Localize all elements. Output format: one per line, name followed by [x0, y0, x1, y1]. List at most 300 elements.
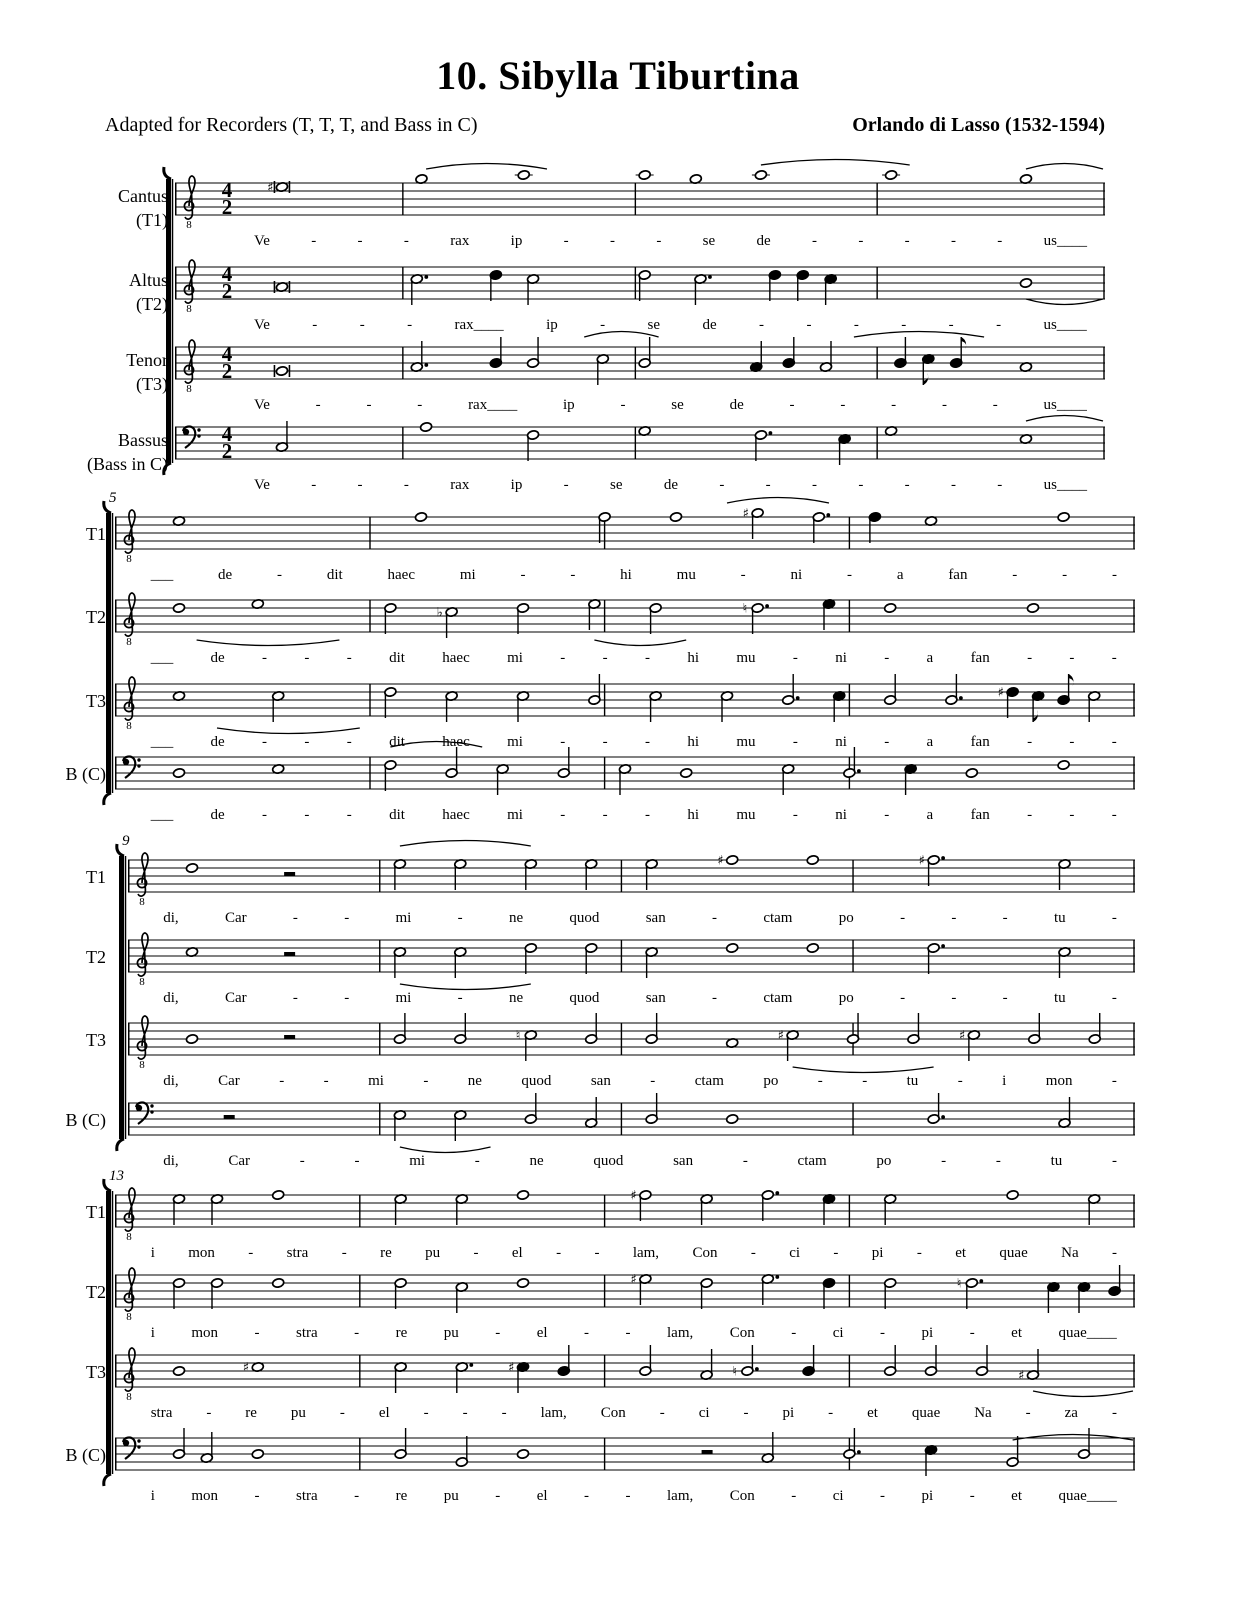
lyric-syllable: - — [262, 807, 268, 823]
note — [524, 943, 537, 974]
lyric-syllable: - — [495, 1488, 501, 1504]
lyric-syllable: - — [584, 1325, 590, 1341]
lyric-syllable: - — [1027, 807, 1033, 823]
lyric-syllable: - — [359, 317, 365, 333]
lyric-syllable: de — [663, 477, 678, 493]
note — [517, 1278, 530, 1288]
treble-clef-icon — [184, 260, 195, 315]
note — [927, 1093, 945, 1124]
lyric-syllable: i — [150, 1488, 155, 1504]
svg-text:8: 8 — [126, 1311, 132, 1323]
lyric-syllable: - — [556, 1245, 562, 1261]
note — [454, 859, 467, 890]
accidental: ♯ — [508, 1360, 515, 1376]
lyric-syllable: dit — [326, 567, 343, 583]
lyric-syllable: ip — [563, 397, 575, 413]
svg-text:2: 2 — [221, 195, 233, 219]
lyric-syllable: - — [992, 397, 998, 413]
lyric-syllable: - — [997, 233, 1003, 249]
note — [1088, 691, 1101, 722]
note — [1078, 1428, 1091, 1459]
note — [925, 1445, 938, 1476]
note — [1058, 1097, 1071, 1128]
lyric-syllable: de — [729, 397, 744, 413]
lyric-syllable: quae — [911, 1405, 941, 1421]
lyric-syllable: mi — [409, 1153, 426, 1169]
lyric-syllable: lam, — [667, 1488, 694, 1504]
lyric-syllable: - — [254, 1325, 260, 1341]
lyric-syllable: - — [600, 317, 606, 333]
note — [527, 337, 540, 368]
lyric-syllable: - — [570, 567, 576, 583]
lyric-syllable: - — [719, 477, 725, 493]
part-label: B (C) — [65, 1445, 106, 1465]
note — [437, 606, 458, 639]
lyric-syllable: - — [811, 233, 817, 249]
lyric-syllable: quod — [521, 1073, 552, 1089]
note — [806, 943, 819, 953]
lyric-syllable: re — [395, 1488, 408, 1504]
note — [445, 691, 458, 722]
note — [496, 764, 509, 795]
note — [778, 1029, 799, 1062]
note — [796, 270, 809, 301]
accidental: ♯ — [918, 853, 925, 869]
lyric-syllable: - — [996, 317, 1002, 333]
svg-text:4: 4 — [221, 178, 233, 202]
note — [1018, 1349, 1039, 1384]
treble-clef-icon — [137, 933, 148, 988]
lyric-syllable: - — [941, 397, 947, 413]
note — [517, 603, 530, 634]
svg-text:8: 8 — [126, 553, 132, 565]
lyric-syllable: - — [292, 910, 298, 926]
lyric-syllable: ne — [467, 1073, 482, 1089]
lyric-syllable: - — [1111, 1153, 1117, 1169]
note — [1006, 1190, 1019, 1200]
lyric-syllable: - — [904, 477, 910, 493]
accidental: ♯ — [997, 685, 1004, 701]
lyric-syllable: - — [791, 1488, 797, 1504]
lyric-syllable: - — [712, 990, 718, 1006]
lyric-syllable: - — [495, 1325, 501, 1341]
lyric-syllable: - — [759, 317, 765, 333]
svg-text:8: 8 — [139, 1059, 145, 1071]
svg-text:4: 4 — [221, 262, 233, 286]
lyric-syllable: - — [951, 910, 957, 926]
note — [630, 1189, 651, 1222]
lyric-syllable: quae____ — [1058, 1488, 1117, 1504]
svg-text:4: 4 — [221, 422, 233, 446]
lyric-syllable: el — [536, 1488, 548, 1504]
note — [393, 1013, 406, 1044]
lyric-syllable: pu — [443, 1325, 459, 1341]
accidental: ♯ — [958, 1028, 966, 1044]
part-label: T1 — [86, 867, 106, 887]
lyric-syllable: - — [610, 233, 615, 249]
lyric-syllable: - — [277, 567, 283, 583]
lyric-syllable: - — [602, 734, 608, 750]
lyric-syllable: - — [806, 317, 812, 333]
rest — [284, 872, 295, 876]
lyric-syllable: - — [620, 397, 626, 413]
lyric-syllable: ___ — [150, 734, 174, 750]
note — [768, 270, 781, 301]
part-label: B (C) — [65, 764, 106, 784]
note — [393, 1110, 406, 1141]
note — [919, 854, 945, 887]
note — [884, 603, 897, 613]
note — [750, 341, 763, 372]
accidental: ♮ — [742, 601, 748, 617]
accidental: ♮ — [956, 1276, 962, 1292]
lyric-syllable: re — [395, 1325, 408, 1341]
note — [274, 365, 289, 377]
lyric-syllable: de — [210, 734, 225, 750]
note — [173, 1428, 186, 1459]
lyric-syllable: mu — [736, 807, 756, 823]
note — [721, 691, 734, 722]
treble-clef-icon — [124, 1188, 135, 1243]
lyric-syllable: - — [792, 807, 798, 823]
lyric-syllable: se — [610, 477, 623, 493]
lyric-syllable: pu — [425, 1245, 441, 1261]
accidental: ♯ — [630, 1188, 637, 1204]
lyric-syllable: - — [344, 910, 350, 926]
note — [517, 691, 530, 722]
lyric-syllable: fan — [970, 734, 990, 750]
note — [1058, 859, 1071, 890]
lyric-syllable: - — [1012, 567, 1018, 583]
lyric-syllable: hi — [687, 650, 699, 666]
note — [904, 764, 917, 795]
lyric-syllable: us____ — [1043, 397, 1087, 413]
lyric-syllable: - — [884, 807, 890, 823]
note — [272, 691, 285, 722]
note — [782, 337, 795, 368]
part-label: Altus (T2) — [128, 270, 168, 314]
note — [806, 855, 819, 865]
lyric-syllable: stra — [150, 1405, 173, 1421]
note — [645, 947, 658, 978]
svg-text:4: 4 — [221, 342, 233, 366]
lyric-syllable: dit — [389, 734, 405, 750]
treble-clef-icon — [124, 1268, 135, 1323]
lyric-syllable: - — [457, 990, 463, 1006]
lyric-syllable: - — [1111, 567, 1117, 583]
lyric-syllable: - — [339, 1405, 345, 1421]
lyric-syllable: - — [254, 1488, 260, 1504]
treble-clef-icon — [137, 1016, 148, 1071]
lyric-syllable: ctam — [694, 1073, 724, 1089]
note — [186, 863, 199, 873]
note — [455, 1282, 468, 1313]
lyric-syllable: ne — [508, 910, 524, 926]
lyric-syllable: - — [950, 233, 956, 249]
lyric-syllable: de — [210, 807, 225, 823]
lyric-syllable: - — [644, 650, 650, 666]
lyric-syllable: Con — [729, 1325, 755, 1341]
slur — [584, 332, 658, 338]
lyric-syllable: Car — [224, 990, 247, 1006]
note — [557, 1345, 570, 1376]
slur — [1026, 299, 1103, 305]
lyric-syllable: re — [245, 1405, 257, 1421]
note — [717, 854, 738, 869]
lyric-syllable: - — [948, 317, 954, 333]
lyric-syllable: - — [341, 1245, 347, 1261]
rest — [284, 952, 295, 956]
svg-text:8: 8 — [186, 303, 192, 315]
svg-text:8: 8 — [139, 896, 145, 908]
lyric-syllable: se — [671, 397, 684, 413]
note — [638, 270, 651, 301]
lyric-syllable: lam, — [632, 1245, 660, 1261]
note — [1078, 1282, 1091, 1313]
time-signature — [222, 262, 233, 303]
note — [1028, 1013, 1041, 1044]
note — [639, 1345, 652, 1376]
note — [743, 602, 769, 635]
lyric-syllable: quae____ — [1058, 1325, 1117, 1341]
lyric-syllable: - — [742, 1153, 748, 1169]
note — [394, 1362, 407, 1393]
lyric-syllable: mu — [736, 734, 756, 750]
lyric-syllable: tu — [1050, 1153, 1063, 1169]
note — [410, 274, 428, 305]
part-label: T1 — [86, 1202, 106, 1222]
svg-text:2: 2 — [221, 439, 233, 463]
lyric-syllable: - — [1027, 734, 1033, 750]
lyric-syllable: ___ — [150, 807, 174, 823]
note — [173, 1366, 186, 1376]
lyric-syllable: mi — [395, 910, 412, 926]
lyric-syllable: - — [858, 477, 864, 493]
lyric-syllable: - — [862, 1073, 868, 1089]
note — [838, 434, 851, 465]
slur — [1026, 164, 1103, 170]
note — [173, 1194, 186, 1225]
note — [384, 603, 397, 634]
note — [884, 674, 897, 705]
svg-text:2: 2 — [221, 279, 233, 303]
lyric-syllable: - — [304, 734, 310, 750]
note — [649, 603, 662, 634]
lyric-syllable: mi — [459, 567, 476, 583]
lyric-syllable: - — [354, 1325, 360, 1341]
lyric-syllable: - — [262, 734, 268, 750]
lyric-syllable: quod — [569, 990, 600, 1006]
lyric-syllable: - — [602, 650, 608, 666]
part-label: Bassus (Bass in C) — [87, 430, 168, 474]
slur — [400, 1147, 491, 1153]
lyrics-row — [151, 1488, 1117, 1508]
lyric-syllable: - — [880, 1488, 886, 1504]
lyric-syllable: ne — [529, 1153, 544, 1169]
bass-clef-icon — [136, 1103, 154, 1124]
note — [420, 422, 433, 432]
lyric-syllable: - — [644, 734, 650, 750]
lyric-syllable: - — [792, 650, 798, 666]
slur — [426, 164, 547, 170]
lyric-syllable: a — [926, 734, 934, 750]
note — [489, 337, 502, 368]
lyric-syllable: de — [756, 233, 771, 249]
lyric-syllable: Na — [1061, 1245, 1079, 1261]
lyric-syllable: haec — [387, 567, 415, 583]
part-label: T2 — [86, 1282, 106, 1302]
lyric-syllable: - — [312, 317, 318, 333]
lyric-syllable: - — [474, 1153, 480, 1169]
rest — [284, 1035, 295, 1039]
lyric-syllable: pu — [290, 1405, 306, 1421]
note — [557, 747, 570, 778]
lyric-syllable: re — [380, 1245, 392, 1261]
note — [489, 270, 502, 301]
lyric-syllable: mon — [1045, 1073, 1073, 1089]
lyric-syllable: - — [304, 650, 310, 666]
note — [619, 764, 632, 795]
slur — [727, 498, 829, 504]
note — [630, 1273, 651, 1306]
note — [585, 943, 598, 974]
lyric-syllable: haec — [442, 807, 470, 823]
svg-text:8: 8 — [126, 720, 132, 732]
lyric-syllable: i — [1002, 1073, 1007, 1089]
note — [812, 512, 830, 543]
lyric-syllable: san — [645, 990, 666, 1006]
lyric-syllable: quod — [569, 910, 600, 926]
lyric-syllable: a — [926, 650, 934, 666]
note — [1047, 1282, 1060, 1313]
lyric-syllable: - — [311, 233, 317, 249]
lyric-syllable: - — [995, 1153, 1001, 1169]
lyric-syllable: - — [1111, 1405, 1117, 1421]
lyric-syllable: - — [417, 397, 423, 413]
lyric-syllable: lam, — [667, 1325, 694, 1341]
treble-clef-icon — [124, 510, 135, 565]
accidental: ♯ — [742, 506, 749, 522]
lyric-syllable: - — [743, 1405, 749, 1421]
lyric-syllable: - — [1025, 1405, 1031, 1421]
note — [833, 691, 846, 722]
lyric-syllable: haec — [442, 650, 470, 666]
lyric-syllable: us____ — [1043, 477, 1087, 493]
note — [638, 337, 651, 368]
note — [950, 337, 966, 368]
note — [884, 1345, 897, 1376]
lyric-syllable: - — [740, 567, 746, 583]
lyric-syllable: el — [378, 1405, 390, 1421]
treble-clef-icon — [124, 593, 135, 648]
lyric-syllable: mu — [676, 567, 696, 583]
note — [1032, 691, 1045, 722]
note — [802, 1345, 815, 1376]
lyric-syllable: mi — [368, 1073, 384, 1089]
lyric-syllable: stra — [295, 1325, 318, 1341]
note — [393, 947, 406, 978]
note — [1108, 1265, 1121, 1296]
note — [186, 1034, 199, 1044]
lyric-syllable: po — [876, 1153, 892, 1169]
note — [272, 1278, 285, 1288]
note — [700, 1349, 713, 1380]
lyric-syllable: et — [1011, 1325, 1022, 1341]
lyric-syllable: - — [792, 734, 798, 750]
time-signature — [222, 342, 233, 383]
lyric-syllable: di, — [163, 1153, 179, 1169]
note — [726, 1114, 739, 1124]
lyric-syllable: - — [900, 990, 906, 1006]
note — [527, 274, 540, 305]
lyric-syllable: ctam — [763, 910, 793, 926]
note — [882, 170, 900, 180]
note — [843, 1428, 861, 1459]
note — [394, 1194, 407, 1225]
note — [454, 1013, 467, 1044]
note — [1057, 760, 1070, 770]
lyric-syllable: ip — [510, 233, 523, 249]
lyric-syllable: di, — [163, 990, 179, 1006]
slur — [761, 160, 910, 166]
slur — [1013, 1435, 1133, 1441]
note — [743, 507, 764, 540]
lyric-syllable: - — [457, 910, 463, 926]
lyric-syllable: - — [644, 807, 650, 823]
accidental: ♭ — [436, 605, 443, 621]
note — [410, 341, 428, 372]
lyric-syllable: i — [150, 1245, 155, 1261]
lyric-syllable: - — [853, 317, 859, 333]
lyric-syllable: ni — [835, 650, 847, 666]
lyric-syllable: - — [791, 1325, 797, 1341]
part-label: Cantus (T1) — [117, 186, 168, 230]
lyric-syllable: pi — [871, 1245, 884, 1261]
lyric-syllable: Ve — [254, 397, 270, 413]
lyric-syllable: - — [817, 1073, 823, 1089]
time-signature — [222, 422, 233, 463]
note — [824, 274, 837, 305]
lyric-syllable: rax____ — [454, 317, 504, 333]
slur — [197, 640, 340, 646]
lyric-syllable: tu — [906, 1073, 919, 1089]
lyric-syllable: - — [311, 477, 317, 493]
lyric-syllable: - — [462, 1405, 468, 1421]
part-label: T3 — [86, 1362, 106, 1382]
lyric-syllable: - — [279, 1073, 285, 1089]
lyric-syllable: san — [590, 1073, 611, 1089]
lyric-syllable: ci — [832, 1488, 844, 1504]
lyric-syllable: ctam — [797, 1153, 827, 1169]
lyric-syllable: - — [900, 910, 906, 926]
lyric-syllable: - — [315, 397, 321, 413]
note — [884, 1278, 897, 1309]
lyric-syllable: - — [1027, 650, 1033, 666]
lyric-syllable: et — [955, 1245, 967, 1261]
lyric-syllable: - — [323, 1073, 329, 1089]
lyric-syllable: mon — [191, 1488, 219, 1504]
note — [524, 1093, 537, 1124]
lyric-syllable: mi — [507, 650, 523, 666]
note — [384, 687, 397, 718]
lyric-syllable: - — [840, 397, 846, 413]
lyric-syllable: ctam — [763, 990, 793, 1006]
note — [596, 354, 609, 385]
lyric-syllable: tu — [1053, 910, 1066, 926]
lyric-syllable: rax — [450, 233, 470, 249]
lyric-syllable: pu — [443, 1488, 459, 1504]
lyric-syllable: - — [403, 477, 409, 493]
